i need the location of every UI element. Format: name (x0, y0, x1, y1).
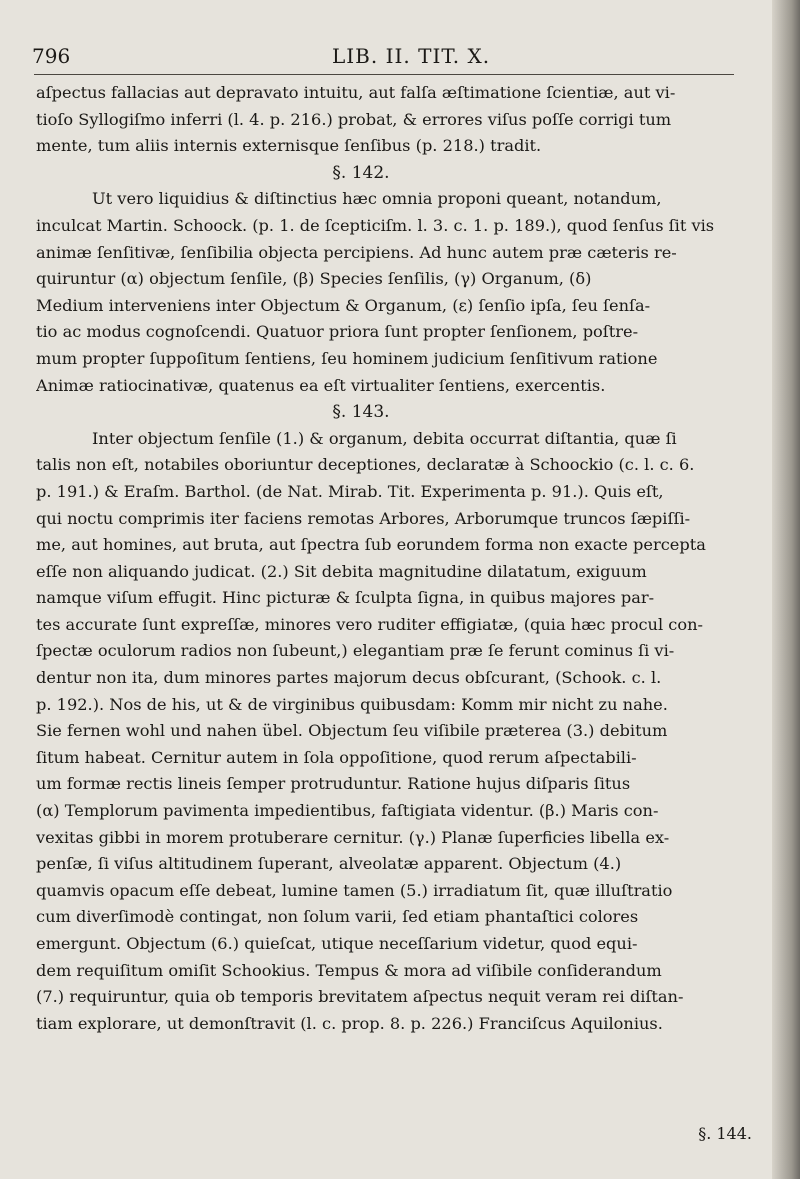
text-line: emergunt. Objectum (6.) quieſcat, utique neceſſarium videtur, quod equi- (36, 934, 638, 953)
header-rule (34, 74, 734, 75)
body-text (36, 80, 766, 1037)
text-line: p. 191.) & Eraſm. Barthol. (de Nat. Mirab. Tit. Experimenta p. 91.). Quis eſt, (36, 481, 664, 501)
text-line: Ut vero liquidius & diſtinctius hæc omnia proponi queant, notandum, (92, 189, 662, 209)
text-line: cum diverſimodè contingat, non ſolum varii, ſed etiam phantaſtici colores (36, 907, 639, 927)
text-line: Medium interveniens inter Objectum & Organum, (ε) ſenſio ipſa, ſeu ſenſa- (36, 295, 651, 315)
text-line: dentur non ita, dum minores partes majorum decus obſcurant, (Schook. c. l. (36, 668, 662, 688)
text-line: p. 192.). Nos de his, ut & de virginibus quibusdam: Komm mir nicht zu nahe. (36, 694, 668, 714)
text-line: eſſe non aliquando judicat. (2.) Sit debita magnitudine dilatatum, exiguum (36, 561, 647, 581)
catchword: §. 144. (698, 1124, 752, 1143)
text-line: quamvis opacum eſſe debeat, lumine tamen (5.) irradiatum ſit, quæ illuſtratio (36, 880, 673, 900)
running-head: LIB. II. TIT. X. (332, 44, 491, 68)
text-line: tio ac modus cognoſcendi. Quatuor priora ſunt propter ſenſionem, poſtre- (36, 322, 639, 342)
text-line: inculcat Martin. Schoock. (p. 1. de ſcepticiſm. l. 3. c. 1. p. 189.), quod ſenſus ſit vis (36, 215, 715, 235)
text-line: ſpectæ oculorum radios non ſubeunt,) elegantiam præ ſe ferunt cominus ſi vi- (36, 641, 675, 661)
page-number: 796 (32, 44, 71, 68)
text-line: quiruntur (α) objectum ſenſile, (β) Species ſenſilis, (γ) Organum, (δ) (36, 269, 592, 289)
page-header (32, 44, 732, 74)
text-line: vexitas gibbi in morem protuberare cernitur. (γ.) Planæ ſuperficies libella ex- (36, 827, 670, 847)
section-heading: §. 142. (332, 162, 390, 183)
text-line: namque viſum effugit. Hinc picturæ & ſculpta ſigna, in quibus majores par- (36, 588, 655, 608)
text-line: Sie fernen wohl und nahen übel. Objectum ſeu viſibile præterea (3.) debitum (36, 721, 668, 741)
text-line: animæ ſenſitivæ, ſenſibilia objecta percipiens. Ad hunc autem præ cæteris re- (36, 242, 677, 262)
text-line: tes accurate ſunt expreſſæ, minores vero ruditer effigiatæ, (quia hæc procul con- (36, 614, 703, 634)
text-line: tiam explorare, ut demonſtravit (l. c. prop. 8. p. 226.) Franciſcus Aquilonius. (36, 1013, 663, 1033)
text-line: talis non eſt, notabiles oboriuntur deceptiones, declaratæ à Schoockio (c. l. c. 6. (36, 455, 695, 475)
text-line: aſpectus fallacias aut depravato intuitu, aut falſa æſtimatione ſcientiæ, aut vi- (36, 83, 676, 102)
page-edge-shadow (772, 0, 800, 1179)
section-heading: §. 143. (332, 402, 390, 423)
text-line: mente, tum aliis internis externisque ſenſibus (p. 218.) tradit. (36, 136, 542, 156)
text-line: mum propter ſuppoſitum ſentiens, ſeu hominem judicium ſenſitivum ratione (36, 348, 658, 368)
text-line: um formæ rectis lineis ſemper protruduntur. Ratione hujus diſparis ſitus (36, 774, 631, 794)
text-line: Animæ ratiocinativæ, quatenus ea eſt virtualiter ſentiens, exercentis. (36, 375, 606, 395)
text-line: qui noctu comprimis iter faciens remotas Arbores, Arborumque truncos ſæpiſſi- (36, 508, 691, 528)
text-line: ſitum habeat. Cernitur autem in ſola oppoſitione, quod rerum aſpectabili- (36, 747, 637, 767)
text-line: me, aut homines, aut bruta, aut ſpectra ſub eorundem forma non exacte percepta (36, 535, 706, 555)
text-line: penſæ, ſi viſus altitudinem ſuperant, alveolatæ apparent. Objectum (4.) (36, 854, 622, 874)
text-line: Inter objectum ſenſile (1.) & organum, debita occurrat diſtantia, quæ ſi (92, 428, 677, 448)
text-line: (α) Templorum pavimenta impedientibus, faſtigiata videntur. (β.) Maris con- (36, 801, 659, 821)
text-line: tioſo Syllogiſmo inferri (l. 4. p. 216.) probat, & errores viſus poſſe corrigi tum (36, 109, 672, 129)
text-line: dem requiſitum omiſit Schookius. Tempus & mora ad viſibile conſiderandum (36, 960, 662, 980)
text-line: (7.) requiruntur, quia ob temporis brevitatem aſpectus nequit veram rei diſtan- (36, 987, 684, 1007)
